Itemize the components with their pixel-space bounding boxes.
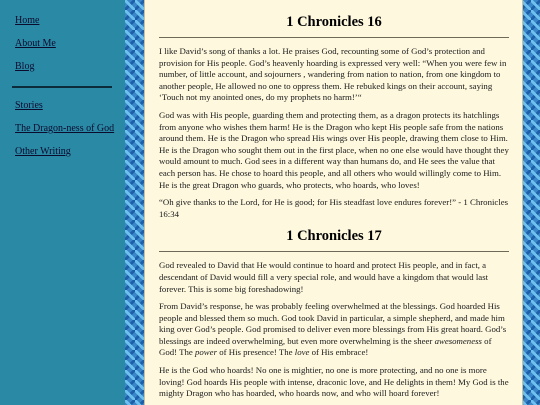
paragraph [159, 301, 509, 359]
nav-dragonness-link[interactable]: The Dragon-ness of God [15, 123, 115, 134]
scripture-quote: “Oh give thanks to the Lord, for He is good; for His steadfast love endures forever!” - 1 Chronicles 16:34 [159, 197, 509, 219]
nav-blog-link[interactable]: Blog [15, 61, 35, 72]
emphasis-awesomeness: awesomeness [434, 335, 482, 346]
left-dragon-scale-border [125, 0, 144, 405]
nav-other-writing-link[interactable]: Other Writing [15, 146, 71, 157]
text-run: of God! The [159, 335, 492, 358]
paragraph: I like David’s song of thanks a lot. He praises God, recounting some of God’s protection and provision for His people. God’s heavenly hoarding is expressed very well: “When you were few in number, of little account, and sojourners , wandering from nation to nation, from one kingdom to another people, He allowed no one to oppress them. He rebuked kings on their account, saying ‘Touch not my anointed ones, do my prophets no harm!’“ [159, 46, 507, 103]
text-run: of His presence! The [217, 347, 295, 358]
nav-about-link[interactable]: About Me [15, 38, 56, 49]
sidebar [0, 0, 125, 405]
paragraph: He is the God who hoards! No one is mightier, no one is more protecting, and no one is more loving! God hoards His people with intense, draconic love, and He delights in them! My God is the mighty Dragon who has hoarded, who hoards now, and who will hoard forever! [159, 365, 509, 399]
section-title-1-chronicles-16: 1 Chronicles 16 [159, 14, 509, 38]
paragraph: God was with His people, guarding them and protecting them, as a dragon protects its hatchlings from anyone who wishes them harm! He is the Dragon who kept His people safe from the nations around them. He is the Dragon who spread His wings over His people, drawing them close to Him. He is the Dragon who sought them out in the first place, when no one else would have thought they would amount to much. God sees in a different way than humans do, and He sees the value that each person has. He chose to hoard this people, and all others who would willingly come to Him. He is the great Dragon who guards, who protects, who hoards, who loves! [159, 109, 509, 190]
section-title-1-chronicles-17: 1 Chronicles 17 [159, 228, 509, 252]
text-run: of His embrace! [309, 347, 369, 358]
paragraph: God revealed to David that He would continue to hoard and protect His people, and in fact, a descendant of David would fill a very special role, and would have a kingdom that would last forever. This is some big foreshadowing! [159, 260, 489, 294]
nav-home-link[interactable]: Home [15, 15, 40, 26]
right-dragon-scale-border [521, 0, 540, 405]
emphasis-power: power [195, 347, 217, 358]
nav-stories-link[interactable]: Stories [15, 100, 43, 111]
main-content [144, 0, 523, 405]
text-run: From David’s response, he was probably feeling overwhelmed at the blessings. God hoarded His people and blessed them so much. God took David in particular, a simple shepherd, and made him king over God’s people. God promised to deliver even more blessings from His great hoard. God’s blessings are indeed overwhelming, but even more overwhelming is the sheer [159, 301, 507, 346]
emphasis-love: love [294, 347, 310, 358]
nav-divider [12, 86, 112, 88]
